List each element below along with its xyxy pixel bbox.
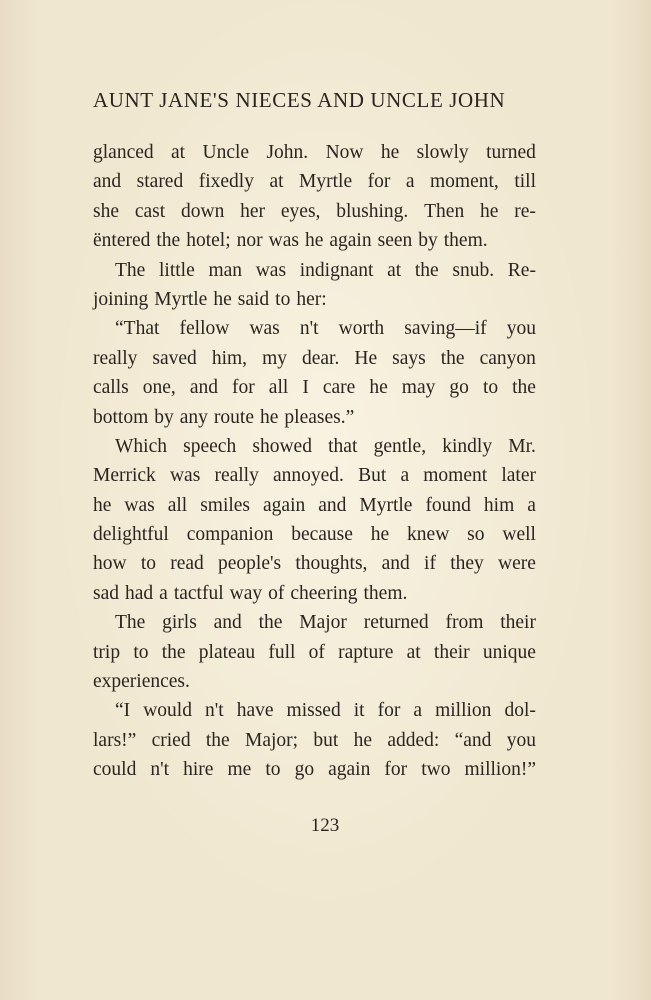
word: care — [322, 377, 356, 399]
word: Mr. — [508, 435, 536, 457]
word: later — [501, 465, 536, 487]
text-line — [93, 491, 536, 520]
word: Major; — [245, 729, 299, 751]
word: them. — [363, 582, 408, 604]
word: of — [308, 641, 325, 663]
word: showed — [252, 435, 312, 457]
word: to — [140, 553, 156, 575]
word: full — [268, 641, 296, 663]
text-line — [93, 667, 536, 696]
word: The — [115, 612, 146, 634]
word: to — [482, 377, 499, 399]
word: Myrtle — [299, 171, 353, 193]
word: if — [424, 553, 436, 575]
word: I — [302, 377, 309, 399]
word: annoyed. — [273, 465, 344, 487]
word: joining — [93, 288, 149, 310]
word: returned — [363, 612, 429, 634]
word: trip — [93, 641, 121, 663]
word: of — [268, 582, 285, 604]
word: from — [445, 612, 484, 634]
word: smiles — [200, 494, 251, 516]
word: really — [214, 465, 259, 487]
word: were — [498, 553, 536, 575]
word: she — [93, 200, 119, 222]
word: her — [240, 200, 266, 222]
word: indignant — [299, 259, 374, 281]
page-number: 123 — [310, 815, 340, 836]
text-line — [93, 344, 536, 373]
word: thoughts, — [295, 553, 368, 575]
word: it — [353, 700, 365, 722]
word: calls — [93, 377, 129, 399]
text-line — [93, 314, 536, 343]
word: to — [275, 288, 291, 310]
word: The — [115, 259, 146, 281]
word: and — [213, 612, 242, 634]
text-line — [93, 461, 536, 490]
word: Re- — [507, 259, 536, 281]
word: their — [500, 612, 536, 634]
word: cast — [134, 200, 166, 222]
word: them. — [443, 230, 488, 252]
word: the — [156, 230, 181, 252]
word: Now — [325, 142, 364, 163]
word: cheering — [290, 582, 358, 604]
page-body-text — [93, 138, 536, 785]
word: their — [433, 641, 470, 663]
text-line — [93, 373, 536, 402]
text-line — [93, 608, 536, 637]
word: speech — [183, 435, 237, 457]
word: a — [413, 700, 423, 722]
word: he — [93, 494, 112, 516]
word: had — [125, 582, 154, 604]
word: kindly — [442, 435, 493, 457]
text-line — [93, 138, 536, 167]
word: But — [358, 465, 387, 487]
text-line — [93, 403, 536, 432]
word: people's — [218, 553, 282, 575]
word: would — [143, 700, 192, 722]
text-line — [93, 167, 536, 196]
word: found — [425, 494, 471, 516]
word: snub. — [452, 259, 495, 281]
word: John. — [266, 142, 309, 163]
word: blushing. — [336, 200, 409, 222]
word: says — [392, 347, 426, 369]
word: he — [369, 377, 388, 399]
word: knew — [407, 524, 450, 546]
word: the — [414, 259, 439, 281]
word: was — [249, 318, 280, 340]
word: well — [502, 524, 536, 546]
word: turned — [486, 142, 536, 163]
word: worth — [338, 318, 385, 340]
text-line — [93, 256, 536, 285]
word: a — [159, 582, 168, 604]
word: slowly — [416, 142, 469, 163]
word: a — [405, 171, 415, 193]
word: was — [124, 494, 155, 516]
word: one, — [142, 377, 176, 399]
word: the — [205, 729, 230, 751]
word: seen — [377, 230, 413, 252]
word: plateau — [198, 641, 256, 663]
word: dear. — [302, 347, 340, 369]
word: at — [406, 641, 421, 663]
word: n't — [150, 759, 170, 781]
word: for — [377, 700, 401, 722]
word: way — [229, 582, 263, 604]
word: he — [304, 230, 324, 252]
word: he — [380, 142, 400, 163]
word: moment — [423, 465, 488, 487]
word: till — [514, 171, 536, 193]
text-line — [93, 549, 536, 578]
word: eyes, — [280, 200, 321, 222]
word: you — [506, 318, 536, 340]
word: lars!” — [93, 729, 137, 751]
word: he — [370, 524, 390, 546]
word: two — [421, 759, 451, 781]
word: because — [291, 524, 353, 546]
word: go — [294, 759, 315, 781]
word: he — [260, 406, 279, 428]
word: could — [93, 759, 137, 781]
word: Which — [115, 435, 167, 457]
word: Uncle — [202, 142, 250, 163]
word: down — [180, 200, 225, 222]
text-line — [93, 226, 536, 255]
word: that — [328, 435, 358, 457]
running-header: AUNT JANE'S NIECES AND UNCLE JOHN — [93, 88, 506, 112]
word: me — [227, 759, 252, 781]
word: hotel; — [186, 230, 231, 252]
word: Then — [424, 200, 465, 222]
word: Major — [299, 612, 347, 634]
word: any — [179, 406, 208, 428]
word: saving—if — [404, 318, 487, 340]
word: saved — [152, 347, 197, 369]
word: a — [527, 494, 536, 516]
word: again — [328, 759, 371, 781]
word: all — [167, 494, 188, 516]
word: cried — [151, 729, 191, 751]
word: and — [318, 494, 347, 516]
word: the — [440, 347, 465, 369]
word: go — [449, 377, 469, 399]
word: dol- — [504, 700, 536, 722]
word: pleases.” — [284, 406, 355, 428]
word: have — [236, 700, 274, 722]
word: but — [313, 729, 339, 751]
word: “I — [115, 700, 131, 722]
word: girls — [162, 612, 197, 634]
word: million — [435, 700, 492, 722]
word: hire — [183, 759, 214, 781]
word: re- — [514, 200, 536, 222]
word: for — [384, 759, 408, 781]
word: again — [329, 230, 372, 252]
word: rapture — [338, 641, 394, 663]
text-line — [93, 696, 536, 725]
word: at — [387, 259, 402, 281]
word: unique — [482, 641, 536, 663]
text-line — [93, 726, 536, 755]
word: how — [93, 553, 127, 575]
text-line — [93, 197, 536, 226]
word: may — [401, 377, 436, 399]
word: added: — [387, 729, 440, 751]
word: tactful — [173, 582, 224, 604]
word: million!” — [464, 759, 536, 781]
word: experiences. — [93, 671, 190, 693]
word: companion — [186, 524, 274, 546]
word: really — [93, 347, 138, 369]
word: was — [255, 259, 287, 281]
word: the — [161, 641, 186, 663]
word: was — [169, 465, 201, 487]
word: canyon — [479, 347, 536, 369]
text-line — [93, 638, 536, 667]
word: “and — [454, 729, 492, 751]
word: and — [93, 171, 122, 193]
text-line — [93, 579, 536, 608]
word: he — [213, 288, 232, 310]
word: he — [480, 200, 499, 222]
word: said — [237, 288, 270, 310]
word: the — [258, 612, 283, 634]
word: by — [154, 406, 174, 428]
word: at — [171, 142, 186, 163]
text-line — [93, 520, 536, 549]
word: her: — [296, 288, 327, 310]
word: fixedly — [198, 171, 254, 193]
word: moment, — [430, 171, 499, 193]
word: fellow — [179, 318, 230, 340]
word: glanced — [93, 142, 154, 163]
word: him — [483, 494, 515, 516]
word: n't — [204, 700, 224, 722]
word: man — [208, 259, 243, 281]
word: all — [268, 377, 289, 399]
text-line — [93, 432, 536, 461]
word: “That — [115, 318, 160, 340]
word: so — [467, 524, 485, 546]
word: to — [133, 641, 149, 663]
word: He — [354, 347, 378, 369]
word: Myrtle — [154, 288, 208, 310]
word: and — [189, 377, 218, 399]
word: my — [262, 347, 287, 369]
text-line — [93, 755, 536, 784]
word: and — [381, 553, 410, 575]
word: delightful — [93, 524, 169, 546]
word: route — [213, 406, 254, 428]
word: he — [353, 729, 373, 751]
word: they — [450, 553, 484, 575]
word: Merrick — [93, 465, 156, 487]
word: gentle, — [373, 435, 427, 457]
word: a — [400, 465, 410, 487]
word: to — [265, 759, 281, 781]
word: you — [506, 729, 536, 751]
word: again — [263, 494, 306, 516]
word: missed — [286, 700, 341, 722]
word: for — [232, 377, 255, 399]
text-line — [93, 285, 536, 314]
word: n't — [299, 318, 319, 340]
word: sad — [93, 582, 119, 604]
word: little — [159, 259, 195, 281]
word: by — [418, 230, 438, 252]
word: Myrtle — [359, 494, 413, 516]
word: ëntered — [93, 230, 151, 252]
word: stared — [136, 171, 184, 193]
word: bottom — [93, 406, 149, 428]
word: nor — [236, 230, 263, 252]
word: the — [512, 377, 536, 399]
word: read — [170, 553, 204, 575]
word: for — [367, 171, 391, 193]
word: was — [268, 230, 299, 252]
word: him, — [211, 347, 248, 369]
word: at — [269, 171, 284, 193]
